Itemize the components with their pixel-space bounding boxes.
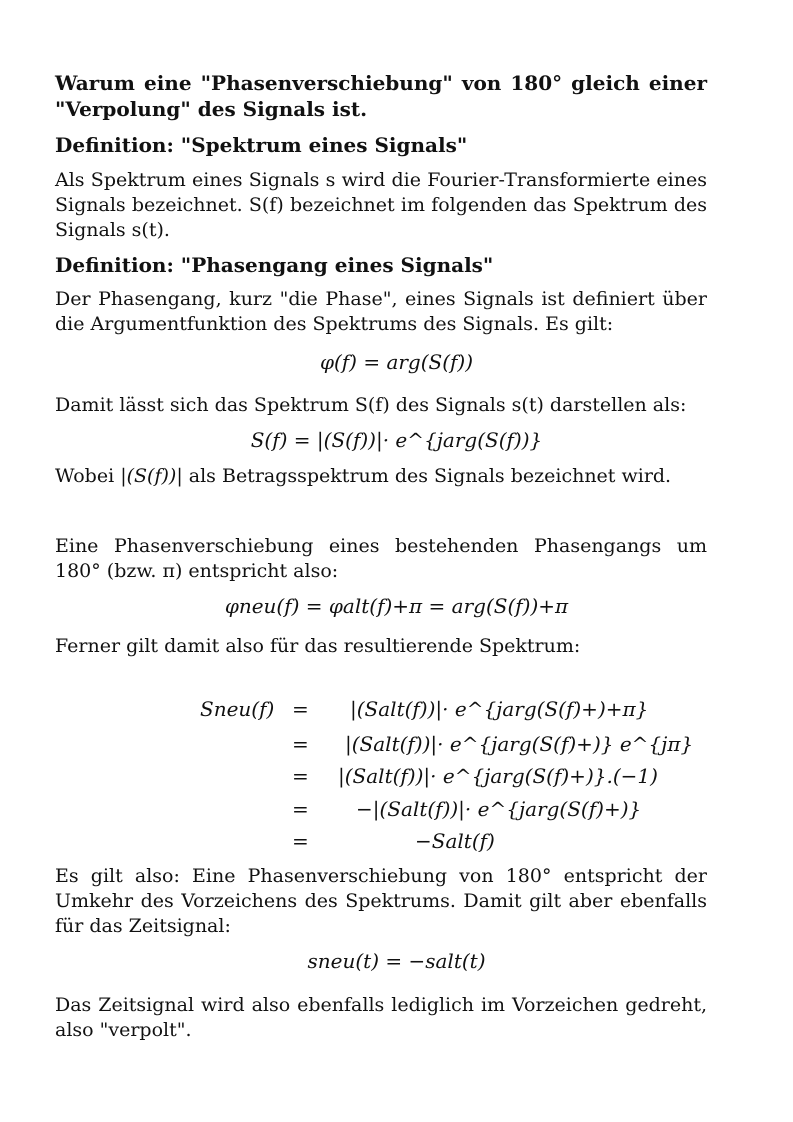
derivation-eq-3: = — [292, 764, 309, 788]
derivation-row-4: −|(Salt(f))|· e^{jarg(S(f)+)} — [356, 797, 642, 821]
document-title: Warum eine "Phasenverschiebung" von 180° gleich einer "Verpolung" des Signals ist. — [55, 71, 707, 121]
text-ferner: Ferner gilt damit also für das resultierende Spektrum: — [55, 635, 581, 657]
derivation-eq-1: = — [292, 697, 309, 721]
text-phasenverschiebung: Eine Phasenverschiebung eines bestehenden Phasengangs um 180° (bzw. π) entspricht also: — [55, 535, 707, 582]
definition-spectrum-heading: Definition: "Spektrum eines Signals" — [55, 133, 468, 157]
derivation-row-2: |(Salt(f))|· e^{jarg(S(f)+)} e^{jπ} — [345, 732, 694, 756]
derivation-eq-2: = — [292, 732, 309, 756]
text-wobei-pre: Wobei — [55, 465, 115, 487]
derivation-row-5: −Salt(f) — [415, 829, 495, 853]
formula-phi-neu: φneu(f) = φalt(f)+π = arg(S(f))+π — [224, 594, 569, 618]
text-wobei-post: als Betragsspektrum des Signals bezeichnet wird. — [188, 465, 672, 487]
formula-spectrum: S(f) = |(S(f))|· e^{jarg(S(f))} — [250, 428, 543, 452]
formula-phase: φ(f) = arg(S(f)) — [319, 350, 474, 374]
definition-spectrum-text: Als Spektrum eines Signals s wird die Fourier-Transformierte eines Signals bezeichnet. S(f) bezeichnet im folgenden das Spektrum des Signals s(t). — [55, 169, 707, 241]
text-wobei-math: |(S(f))| — [120, 465, 183, 487]
derivation-row-3: |(Salt(f))|· e^{jarg(S(f)+)}.(−1) — [338, 764, 658, 788]
text-wobei — [55, 464, 707, 489]
definition-phase-text: Der Phasengang, kurz "die Phase", eines Signals ist definiert über die Argumentfunktion des Spektrums des Signals. Es gilt: — [55, 288, 707, 335]
derivation-row-1: |(Salt(f))|· e^{jarg(S(f)+)+π} — [350, 697, 649, 721]
text-es-gilt: Es gilt also: Eine Phasenverschiebung von 180° entspricht der Umkehr des Vorzeichens des Spektrums. Damit gilt aber ebenfalls für das Zeitsignal: — [55, 865, 707, 937]
formula-time-signal: sneu(t) = −salt(t) — [307, 949, 486, 973]
derivation-lhs: Sneu(f) — [200, 697, 275, 721]
derivation-eq-5: = — [292, 829, 309, 853]
text-damit: Damit lässt sich das Spektrum S(f) des Signals s(t) darstellen als: — [55, 394, 687, 416]
derivation-eq-4: = — [292, 797, 309, 821]
text-conclusion: Das Zeitsignal wird also ebenfalls lediglich im Vorzeichen gedreht, also "verpolt". — [55, 994, 707, 1041]
definition-phase-heading: Definition: "Phasengang eines Signals" — [55, 253, 494, 277]
